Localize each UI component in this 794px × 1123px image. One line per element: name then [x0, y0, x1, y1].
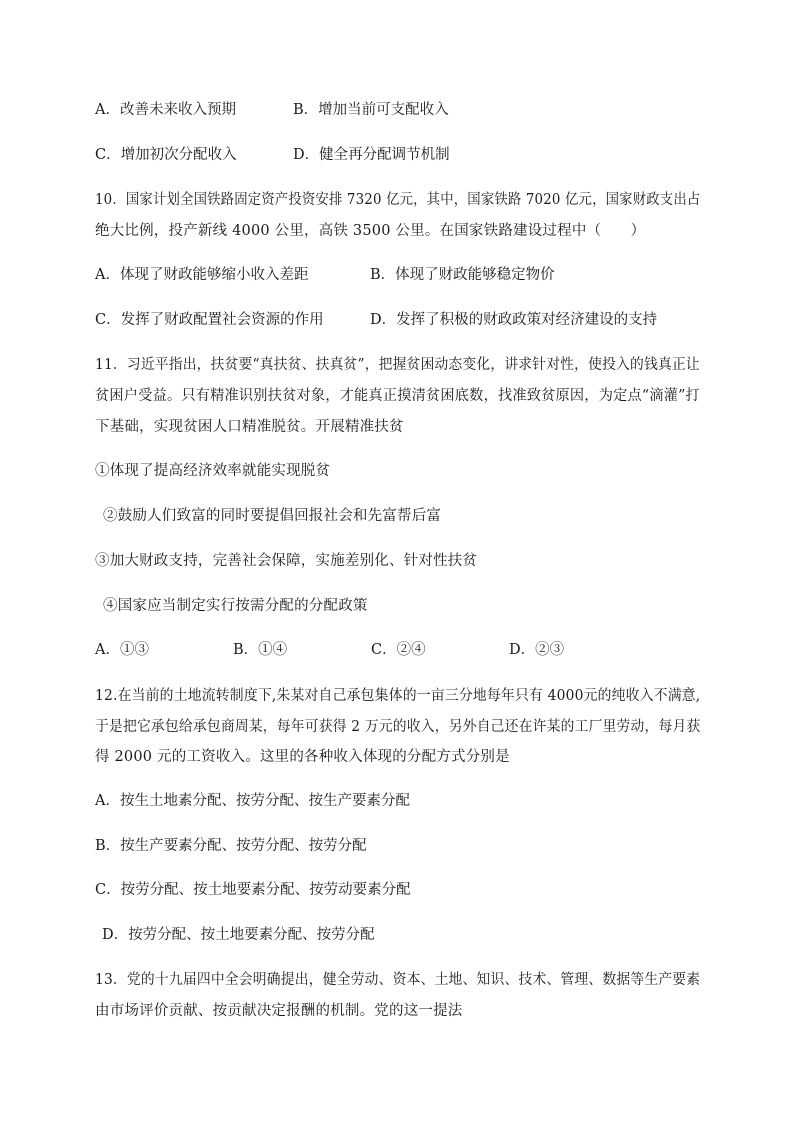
q12-stem-line2: 于是把它承包给承包商周某，每年可获得 2 万元的收入，另外自己还在许某的工厂里劳动，每月获: [95, 719, 701, 735]
q13-stem-line1: 13．党的十九届四中全会明确提出，健全劳动、资本、土地、知识、技术、管理、数据等生产要素: [95, 972, 701, 988]
q9-option-a[interactable]: A．改善未来收入预期: [95, 102, 236, 118]
q11-option-c[interactable]: C．②④: [371, 642, 426, 658]
q10-option-c[interactable]: C．发挥了财政配置社会资源的作用: [95, 312, 324, 328]
q10-stem-line2: 绝大比例，投产新线 4000 公里，高铁 3500 公里。在国家铁路建设过程中（ ）: [95, 223, 646, 239]
q11-item-1: ①体现了提高经济效率就能实现脱贫: [95, 463, 331, 479]
q11-stem-line3: 下基础，实现贫困人口精准脱贫。开展精准扶贫: [95, 419, 404, 435]
q10-option-a[interactable]: A．体现了财政能够缩小收入差距: [95, 267, 309, 283]
q11-stem-line1: 11．习近平指出，扶贫要“真扶贫、扶真贫”，把握贫困动态变化，讲求针对性，使投入的钱真正让: [95, 357, 700, 373]
q11-option-d[interactable]: D．②③: [509, 642, 565, 658]
q11-item-2: ②鼓励人们致富的同时要提倡回报社会和先富帮后富: [103, 508, 442, 524]
q12-option-d[interactable]: D．按劳分配、按土地要素分配、按劳分配: [102, 927, 375, 943]
q11-option-a[interactable]: A．①③: [95, 642, 149, 658]
q11-option-b[interactable]: B．①④: [233, 642, 288, 658]
q12-stem-line1: 12.在当前的土地流转制度下,朱某对自己承包集体的一亩三分地每年只有 4000元的纯收入不满意,: [95, 688, 701, 704]
q11-stem-line2: 贫困户受益。只有精准识别扶贫对象，才能真正摸清贫困底数，找准致贫原因，为定点“滴灌”打: [95, 388, 700, 404]
q10-option-b[interactable]: B．体现了财政能够稳定物价: [370, 267, 555, 283]
q12-option-c[interactable]: C．按劳分配、按土地要素分配、按劳动要素分配: [95, 882, 411, 898]
q9-option-d[interactable]: D．健全再分配调节机制: [293, 147, 450, 163]
q12-option-b[interactable]: B．按生产要素分配、按劳分配、按劳分配: [95, 838, 367, 854]
q9-option-b[interactable]: B．增加当前可支配收入: [293, 102, 449, 118]
q11-item-4: ④国家应当制定实行按需分配的分配政策: [103, 598, 368, 614]
q13-stem-line2: 由市场评价贡献、按贡献决定报酬的机制。党的这一提法: [95, 1003, 463, 1019]
q11-item-3: ③加大财政支持，完善社会保障，实施差别化、针对性扶贫: [95, 553, 478, 569]
q12-option-a[interactable]: A．按生土地素分配、按劳分配、按生产要素分配: [95, 793, 410, 809]
q10-stem-line1: 10．国家计划全国铁路固定资产投资安排 7320 亿元，其中，国家铁路 7020 亿元，国家财政支出占: [95, 192, 701, 208]
q10-option-d[interactable]: D．发挥了积极的财政政策对经济建设的支持: [370, 312, 658, 328]
q12-stem-line3: 得 2000 元的工资收入。这里的各种收入体现的分配方式分别是: [95, 749, 510, 765]
q9-option-c[interactable]: C．增加初次分配收入: [95, 147, 237, 163]
